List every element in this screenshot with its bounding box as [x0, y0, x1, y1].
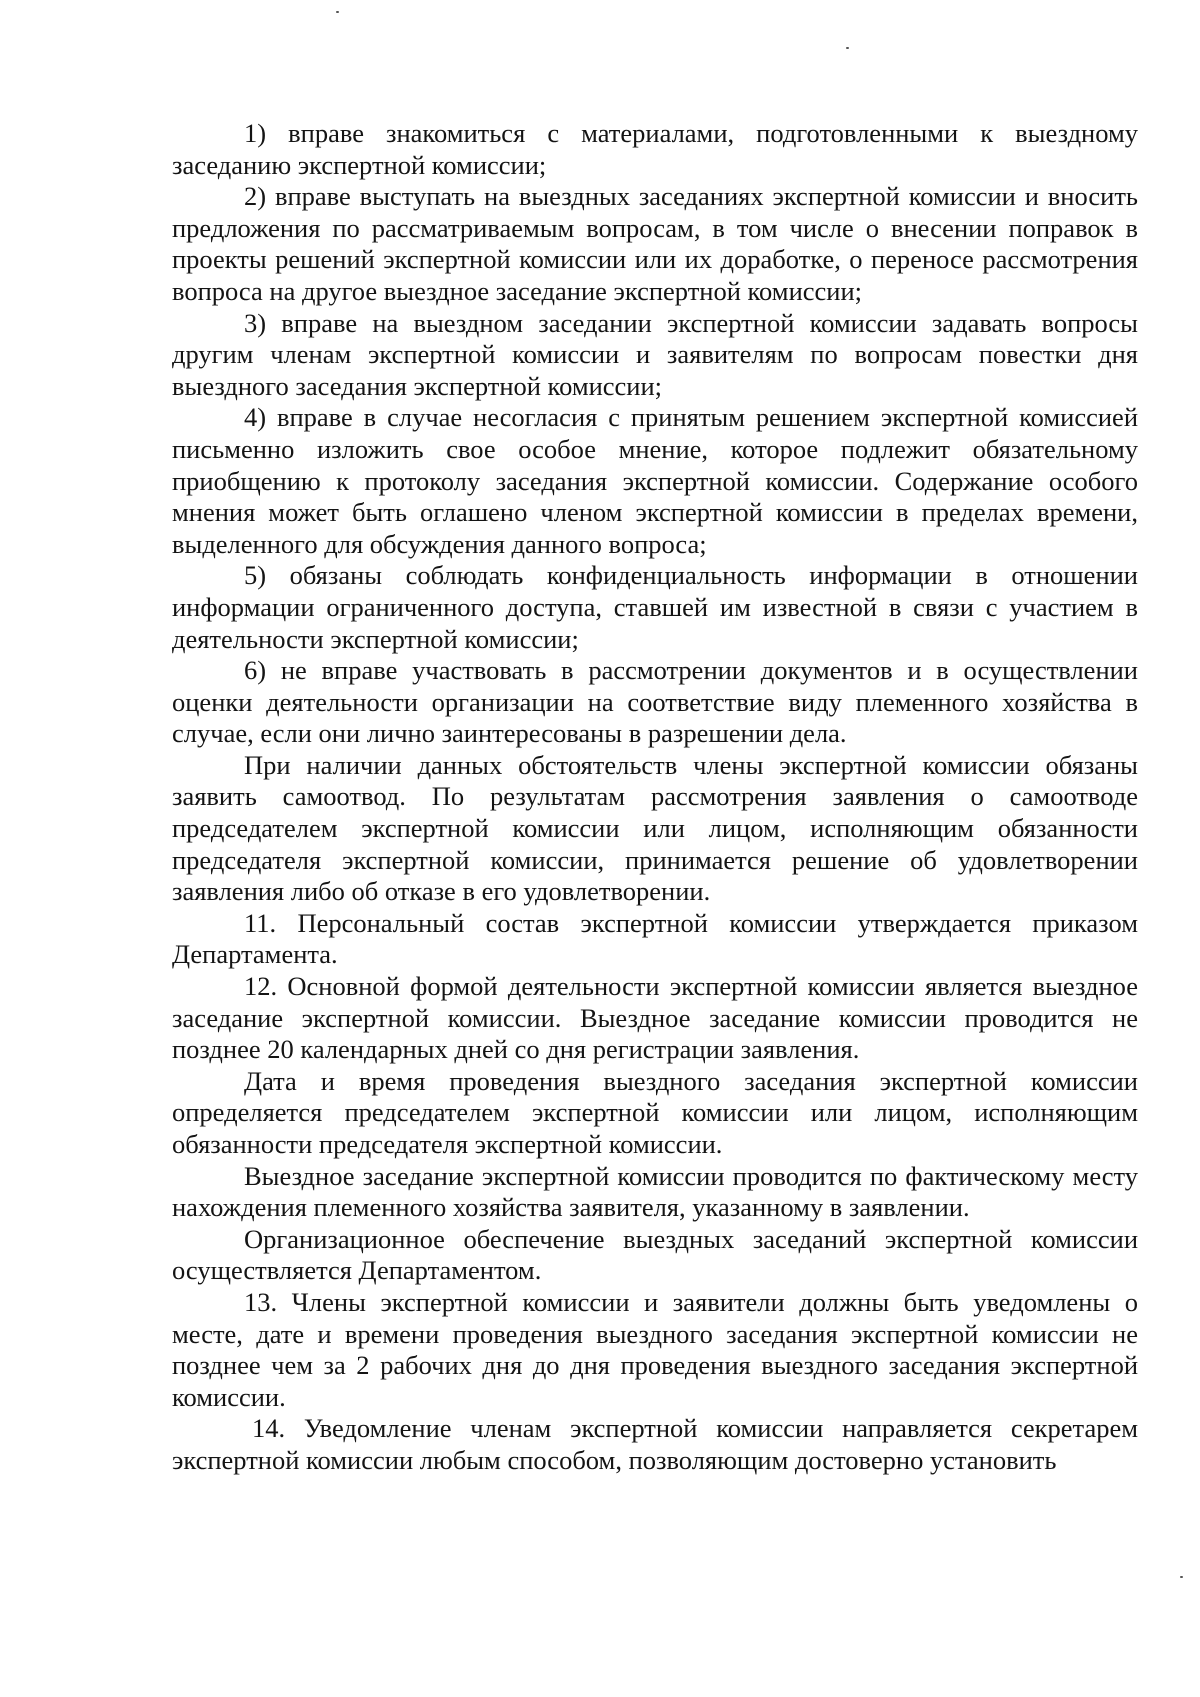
- paragraph-organization: Организационное обеспечение выездных заседаний экспертной комиссии осуществляется Департаментом.: [172, 1223, 1138, 1286]
- paragraph-item-3: 3) вправе на выездном заседании экспертной комиссии задавать вопросы другим членам экспертной комиссии и заявителям по вопросам повестки дня выездного заседания экспертной комиссии;: [172, 307, 1138, 401]
- paragraph-clause-14: 14. Уведомление членам экспертной комиссии направляется секретарем экспертной комиссии любым способом, позволяющим достоверно установить: [172, 1413, 1138, 1475]
- paragraph-item-1: 1) вправе знакомиться с материалами, подготовленными к выездному заседанию экспертной комиссии;: [172, 118, 1138, 180]
- scan-speck: [1180, 1576, 1183, 1578]
- document-body: [172, 118, 1138, 1477]
- paragraph-meeting-place: Выездное заседание экспертной комиссии проводится по фактическому месту нахождения племенного хозяйства заявителя, указанному в заявлении.: [172, 1160, 1138, 1223]
- paragraph-clause-13: 13. Члены экспертной комиссии и заявители должны быть уведомлены о месте, дате и времени проведения выездного заседания экспертной комиссии не позднее чем за 2 рабочих дня до дня проведения выездного заседания экспертной комиссии.: [172, 1286, 1138, 1412]
- paragraph-item-2: 2) вправе выступать на выездных заседаниях экспертной комиссии и вносить предложения по рассматриваемым вопросам, в том числе о внесении поправок в проекты решений экспертной комиссии или их доработке, о переносе рассмотрения вопроса на другое выездное заседание экспертной комиссии;: [172, 181, 1138, 306]
- paragraph-item-6: 6) не вправе участвовать в рассмотрении документов и в осуществлении оценки деятельности организации на соответствие виду племенного хозяйства в случае, если они лично заинтересованы в разрешении дела.: [172, 655, 1138, 749]
- paragraph-clause-12: 12. Основной формой деятельности экспертной комиссии является выездное заседание экспертной комиссии. Выездное заседание комиссии проводится не позднее 20 календарных дней со дня регистрации заявления.: [172, 971, 1138, 1065]
- scan-speck: [846, 47, 849, 49]
- paragraph-clause-11: 11. Персональный состав экспертной комиссии утверждается приказом Департамента.: [172, 907, 1138, 970]
- paragraph-item-4: 4) вправе в случае несогласия с принятым решением экспертной комиссией письменно изложить свое особое мнение, которое подлежит обязательному приобщению к протоколу заседания экспертной комиссии. Содержание особого мнения может быть оглашено членом экспертной комиссии в пределах времени, выделенного для обсуждения данного вопроса;: [172, 402, 1138, 559]
- paragraph-meeting-date: Дата и время проведения выездного заседания экспертной комиссии определяется председателем экспертной комиссии или лицом, исполняющим обязанности председателя экспертной комиссии.: [172, 1065, 1138, 1159]
- paragraph-item-5: 5) обязаны соблюдать конфиденциальность информации в отношении информации ограниченного доступа, ставшей им известной в связи с участием в деятельности экспертной комиссии;: [172, 560, 1138, 654]
- scan-speck: [336, 11, 339, 13]
- paragraph-self-recusal: При наличии данных обстоятельств члены экспертной комиссии обязаны заявить самоотвод. По результатам рассмотрения заявления о самоотводе председателем экспертной комиссии или лицом, исполняющим обязанности председателя экспертной комиссии, принимается решение об удовлетворении заявления либо об отказе в его удовлетворении.: [172, 749, 1138, 907]
